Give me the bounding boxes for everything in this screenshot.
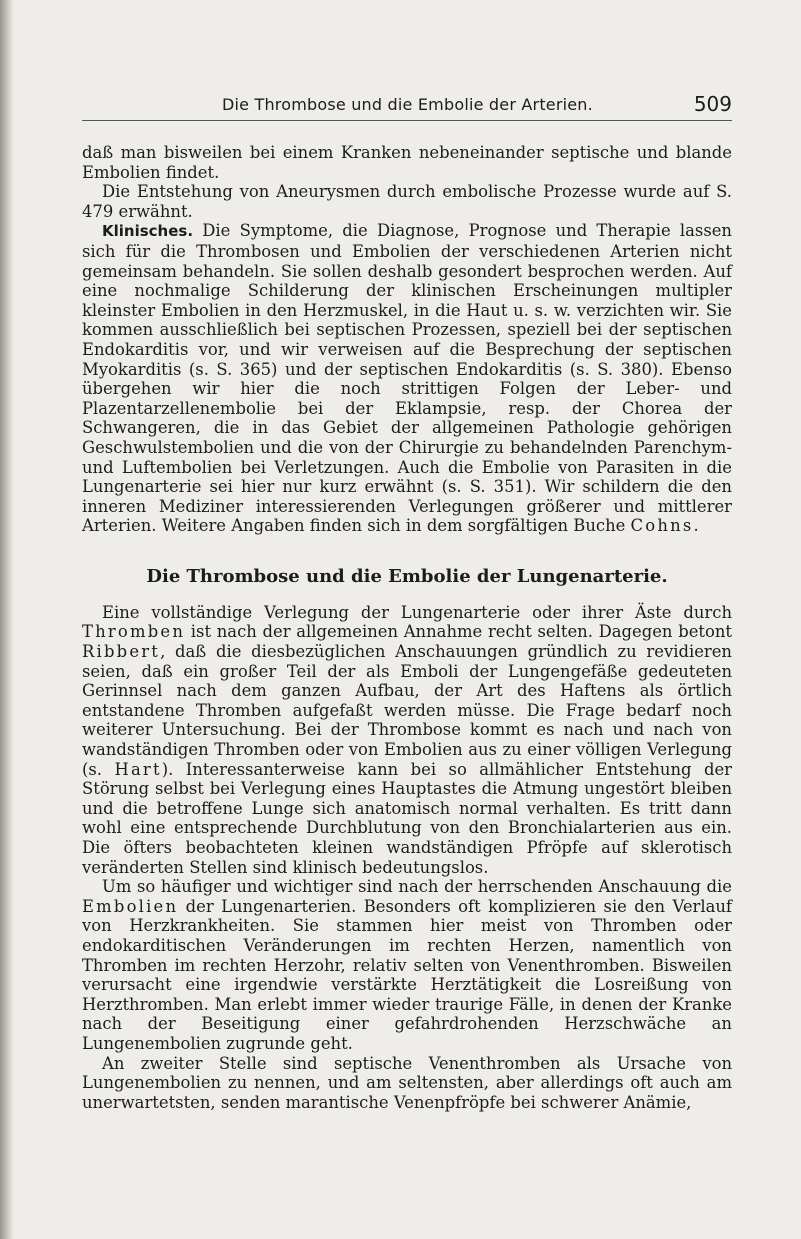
paragraph-2: Die Entstehung von Aneurysmen durch embolische Prozesse wurde auf S. 479 erwähnt. xyxy=(82,182,732,221)
paragraph-klinisches xyxy=(82,221,732,536)
paragraph-lead-klinisches: Klinisches. xyxy=(102,222,194,241)
running-title: Die Thrombose und die Embolie der Arterien. xyxy=(222,95,593,114)
paragraph-4-part-c: , daß die diesbezüglichen Anschauungen gründlich zu revidieren seien, daß ein großer Teil der als Emboli der Lungengefäße gedeuteten Gerinnsel nach dem ganzen Aufbau, der Art des Haftens als örtlich entstandene Thromben aufgefaßt werden müsse. Die Frage bedarf noch weiterer Untersuchung. Bei der Thrombose kommt es nach und nach von wandständigen Thromben oder von Embolien aus zu einer völligen Verlegung (s. xyxy=(82,642,732,779)
paragraph-4-part-a: Eine vollständige Verlegung der Lungenarterie oder ihrer Äste durch xyxy=(102,602,732,622)
book-spine-shadow xyxy=(0,0,14,1239)
author-name-cohn: Cohns xyxy=(630,516,694,536)
term-thromben: Thromben xyxy=(82,622,186,642)
book-page xyxy=(82,0,732,1112)
body-text xyxy=(82,143,732,1112)
paragraph-5-part-a: Um so häufiger und wichtiger sind nach der herrschenden Anschauung die xyxy=(102,877,732,897)
section-heading: Die Thrombose und die Embolie der Lungenarterie. xyxy=(146,565,668,587)
paragraph-4-part-d: ). Interessanterweise kann bei so allmählicher Entstehung der Störung selbst bei Verlegung eines Hauptastes die Atmung ungestört bleiben und die betroffene Lunge sich anatomisch normal verhalten. Es tritt dann wohl eine entsprechende Durchblutung von den Bronchialarterien aus ein. Die öfters beobachteten kleinen wandständigen Pfröpfe auf sklerotisch veränderten Stellen sind klinisch bedeutungslos. xyxy=(82,759,732,877)
paragraph-4-part-b: ist nach der allgemeinen Annahme recht selten. Dagegen betont xyxy=(185,622,732,642)
page-number: 509 xyxy=(693,92,732,116)
term-embolien: Embolien xyxy=(82,896,179,916)
paragraph-3-end: . xyxy=(693,516,699,536)
paragraph-1: daß man bisweilen bei einem Kranken nebeneinander septische und blande Embolien findet. xyxy=(82,143,732,182)
running-head xyxy=(82,76,732,121)
paragraph-thromben xyxy=(82,603,732,877)
author-name-hart: Hart xyxy=(114,759,162,779)
paragraph-5-part-b: der Lungenarterien. Besonders oft komplizieren sie den Verlauf von Herzkrankheiten. Sie stammen hier meist von Thromben oder endokarditischen Veränderungen im rechten Herzen, namentlich von Thromben im rechten Herzohr, relativ selten von Venenthromben. Bisweilen verursacht eine irgendwie verstärkte Herztätigkeit die Losreißung von Herzthromben. Man erlebt immer wieder traurige Fälle, in denen der Kranke nach der Beseitigung einer gefahrdrohenden Herzschwäche an Lungenembolien zugrunde geht. xyxy=(82,896,732,1053)
paragraph-6: An zweiter Stelle sind septische Venenthromben als Ursache von Lungenembolien zu nennen, und am seltensten, aber allerdings oft auch am unerwartetsten, senden marantische Venenpfröpfe bei schwerer Anämie, xyxy=(82,1053,732,1112)
author-name-ribbert: Ribbert xyxy=(82,642,161,662)
paragraph-3-body: Die Symptome, die Diagnose, Prognose und Therapie lassen sich für die Thrombosen und Embolien der verschiedenen Arterien nicht gemeinsam behandeln. Sie sollen deshalb gesondert besprochen werden. Auf eine nochmalige Schilderung der klinischen Erscheinungen multipler kleinster Embolien in den Herzmuskel, in die Haut u. s. w. verzichten wir. Sie kommen ausschließlich bei septischen Prozessen, speziell bei der septischen Endokarditis vor, und wir verweisen auf die Besprechung der septischen Myokarditis (s. S. 365) und der septischen Endokarditis (s. S. 380). Ebenso übergehen wir hier die noch strittigen Folgen der Leber- und Plazentarzellenembolie bei der Eklampsie, resp. der Chorea der Schwangeren, die in das Gebiet der allgemeinen Pathologie gehörigen Geschwulstembolien und die von der Chirurgie zu behandelnden Parenchym- und Luftembolien bei Verletzungen. Auch die Embolie von Parasiten in die Lungenarterie sei hier nur kurz erwähnt (s. S. 351). Wir schildern die den inneren Mediziner interessierenden Verlegungen größerer und mittlerer Arterien. Weitere Angaben finden sich in dem sorgfältigen Buche xyxy=(82,221,732,536)
paragraph-embolien xyxy=(82,877,732,1053)
